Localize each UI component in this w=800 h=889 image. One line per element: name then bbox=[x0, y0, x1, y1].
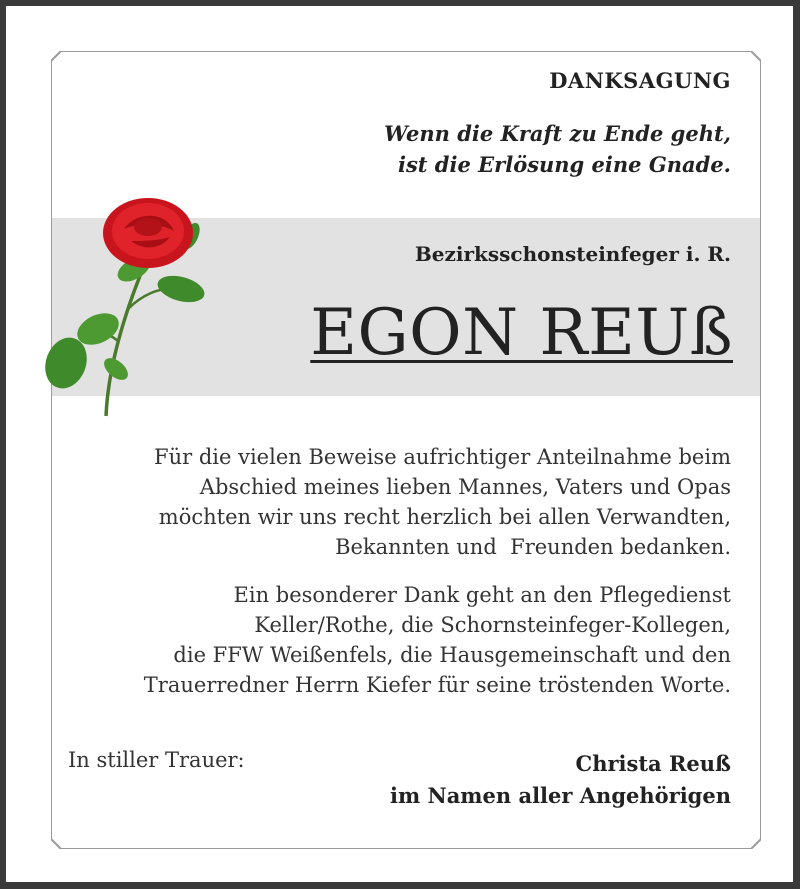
paragraph-line: Abschied meines lieben Mannes, Vaters und Opas bbox=[199, 475, 731, 499]
mourning-label: In stiller Trauer: bbox=[68, 748, 245, 772]
paragraph-line: Bekannten und Freunden bedanken. bbox=[335, 535, 731, 559]
notice-heading: DANKSAGUNG bbox=[549, 68, 731, 93]
obituary-page bbox=[6, 6, 793, 882]
special-thanks-paragraph bbox=[51, 580, 731, 700]
paragraph-line: Keller/Rothe, die Schornsteinfeger-Kollegen, bbox=[254, 613, 731, 637]
paragraph-line: die FFW Weißenfels, die Hausgemeinschaft und den bbox=[173, 643, 731, 667]
motto-line: ist die Erlösung eine Gnade. bbox=[398, 152, 731, 177]
paragraph-line: Für die vielen Beweise aufrichtiger Anteilnahme beim bbox=[154, 445, 731, 469]
signer-relation: im Namen aller Angehörigen bbox=[389, 783, 731, 808]
motto-line: Wenn die Kraft zu Ende geht, bbox=[384, 121, 731, 146]
deceased-name: EGON REUß bbox=[310, 296, 733, 370]
thanks-paragraph bbox=[51, 442, 731, 562]
motto bbox=[384, 118, 731, 180]
red-rose-icon bbox=[36, 191, 211, 426]
occupation: Bezirksschonsteinfeger i. R. bbox=[414, 242, 731, 266]
signer-block bbox=[390, 748, 731, 812]
paragraph-line: möchten wir uns recht herzlich bei allen Verwandten, bbox=[158, 505, 731, 529]
paragraph-line: Ein besonderer Dank geht an den Pflegedienst bbox=[233, 583, 731, 607]
signer-name: Christa Reuß bbox=[575, 751, 731, 776]
paragraph-line: Trauerredner Herrn Kiefer für seine tröstenden Worte. bbox=[143, 673, 731, 697]
